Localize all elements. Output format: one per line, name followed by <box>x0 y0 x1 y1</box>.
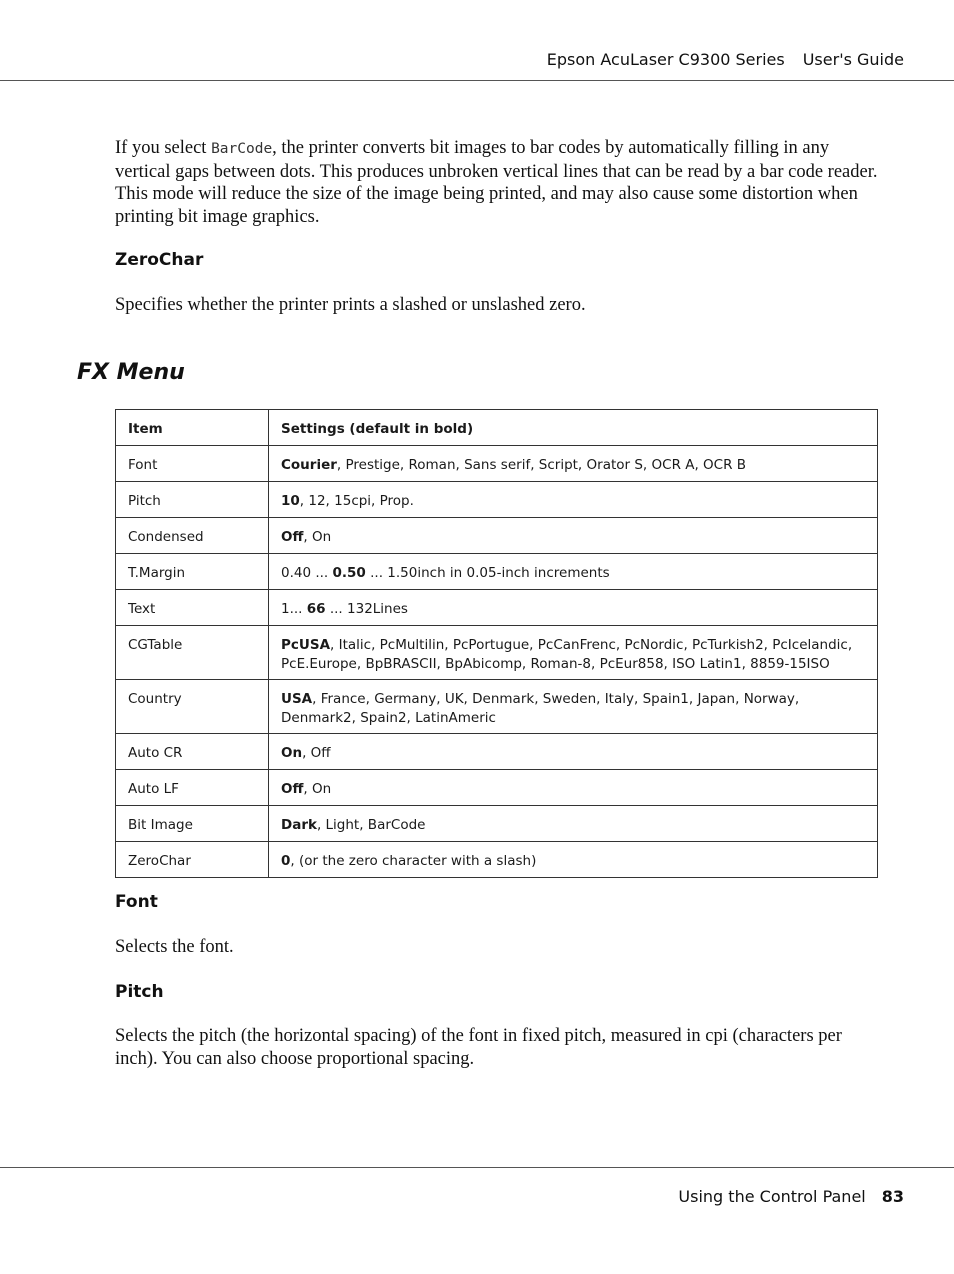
row-settings: 0, (or the zero character with a slash) <box>269 842 878 878</box>
table-row <box>116 626 878 680</box>
row-settings: Courier, Prestige, Roman, Sans serif, Script, Orator S, OCR A, OCR B <box>269 446 878 482</box>
table-row <box>116 446 878 482</box>
page-footer <box>678 1187 904 1206</box>
barcode-code: BarCode <box>211 141 273 157</box>
table-row <box>116 734 878 770</box>
col-item-header: Item <box>116 410 269 446</box>
default-value: Off <box>281 529 304 545</box>
table-row <box>116 806 878 842</box>
default-value: 0 <box>281 853 291 869</box>
row-item: Country <box>116 680 269 734</box>
intro-paragraph: If you select BarCode, the printer converts bit images to bar codes by automatically filling in any vertical gaps between dots. This produces unbroken vertical lines that can be read by a bar code reader. This mode will reduce the size of the image being printed, and may also cause some distortion when printing bit image graphics. <box>115 138 878 227</box>
col-settings-header: Settings (default in bold) <box>269 410 878 446</box>
pitch-heading: Pitch <box>115 982 164 1002</box>
header-guide: User's Guide <box>802 50 904 69</box>
footer-rule <box>0 1167 954 1168</box>
pitch-text: Selects the pitch (the horizontal spacing) of the font in fixed pitch, measured in cpi (characters per inch). You can also choose proportional spacing. <box>115 1026 842 1069</box>
row-settings: Dark, Light, BarCode <box>269 806 878 842</box>
page-number: 83 <box>881 1187 904 1206</box>
row-item: T.Margin <box>116 554 269 590</box>
row-item: Pitch <box>116 482 269 518</box>
row-item: Font <box>116 446 269 482</box>
header-rule <box>0 80 954 81</box>
row-settings: PcUSA, Italic, PcMultilin, PcPortugue, PcCanFrenc, PcNordic, PcTurkish2, PcIcelandic, PcE.Europe, BpBRASCII, BpAbicomp, Roman-8, PcEur858, ISO Latin1, 8859-15ISO <box>269 626 878 680</box>
row-item: Auto CR <box>116 734 269 770</box>
table-header-row <box>116 410 878 446</box>
row-settings: 10, 12, 15cpi, Prop. <box>269 482 878 518</box>
row-settings: On, Off <box>269 734 878 770</box>
default-value: PcUSA <box>281 637 331 653</box>
zerochar-text: Specifies whether the printer prints a slashed or unslashed zero. <box>115 295 586 315</box>
zerochar-heading: ZeroChar <box>115 250 204 270</box>
row-item: CGTable <box>116 626 269 680</box>
fx-menu-title: FX Menu <box>77 360 185 385</box>
font-text: Selects the font. <box>115 937 234 957</box>
table-row <box>116 518 878 554</box>
default-value: Dark <box>281 817 317 833</box>
row-settings: Off, On <box>269 518 878 554</box>
header-product: Epson AcuLaser C9300 Series <box>546 50 785 69</box>
fx-menu-table <box>115 409 878 878</box>
row-item: Text <box>116 590 269 626</box>
default-value: 10 <box>281 493 300 509</box>
font-heading: Font <box>115 892 158 912</box>
row-settings: USA, France, Germany, UK, Denmark, Sweden, Italy, Spain1, Japan, Norway, Denmark2, Spain2, LatinAmeric <box>269 680 878 734</box>
table-row <box>116 590 878 626</box>
page-header <box>547 50 904 69</box>
default-value: 0.50 <box>332 565 366 581</box>
row-item: Auto LF <box>116 770 269 806</box>
default-value: USA <box>281 691 313 707</box>
default-value: Off <box>281 781 304 797</box>
footer-section: Using the Control Panel <box>678 1187 866 1206</box>
table-row <box>116 680 878 734</box>
table-row <box>116 770 878 806</box>
row-item: Bit Image <box>116 806 269 842</box>
default-value: Courier <box>281 457 337 473</box>
default-value: On <box>281 745 303 761</box>
row-settings: 1... 66 ... 132Lines <box>269 590 878 626</box>
table-row <box>116 554 878 590</box>
table-row <box>116 482 878 518</box>
table-row <box>116 842 878 878</box>
row-item: Condensed <box>116 518 269 554</box>
row-item: ZeroChar <box>116 842 269 878</box>
row-settings: Off, On <box>269 770 878 806</box>
default-value: 66 <box>306 601 326 617</box>
row-settings: 0.40 ... 0.50 ... 1.50inch in 0.05-inch increments <box>269 554 878 590</box>
